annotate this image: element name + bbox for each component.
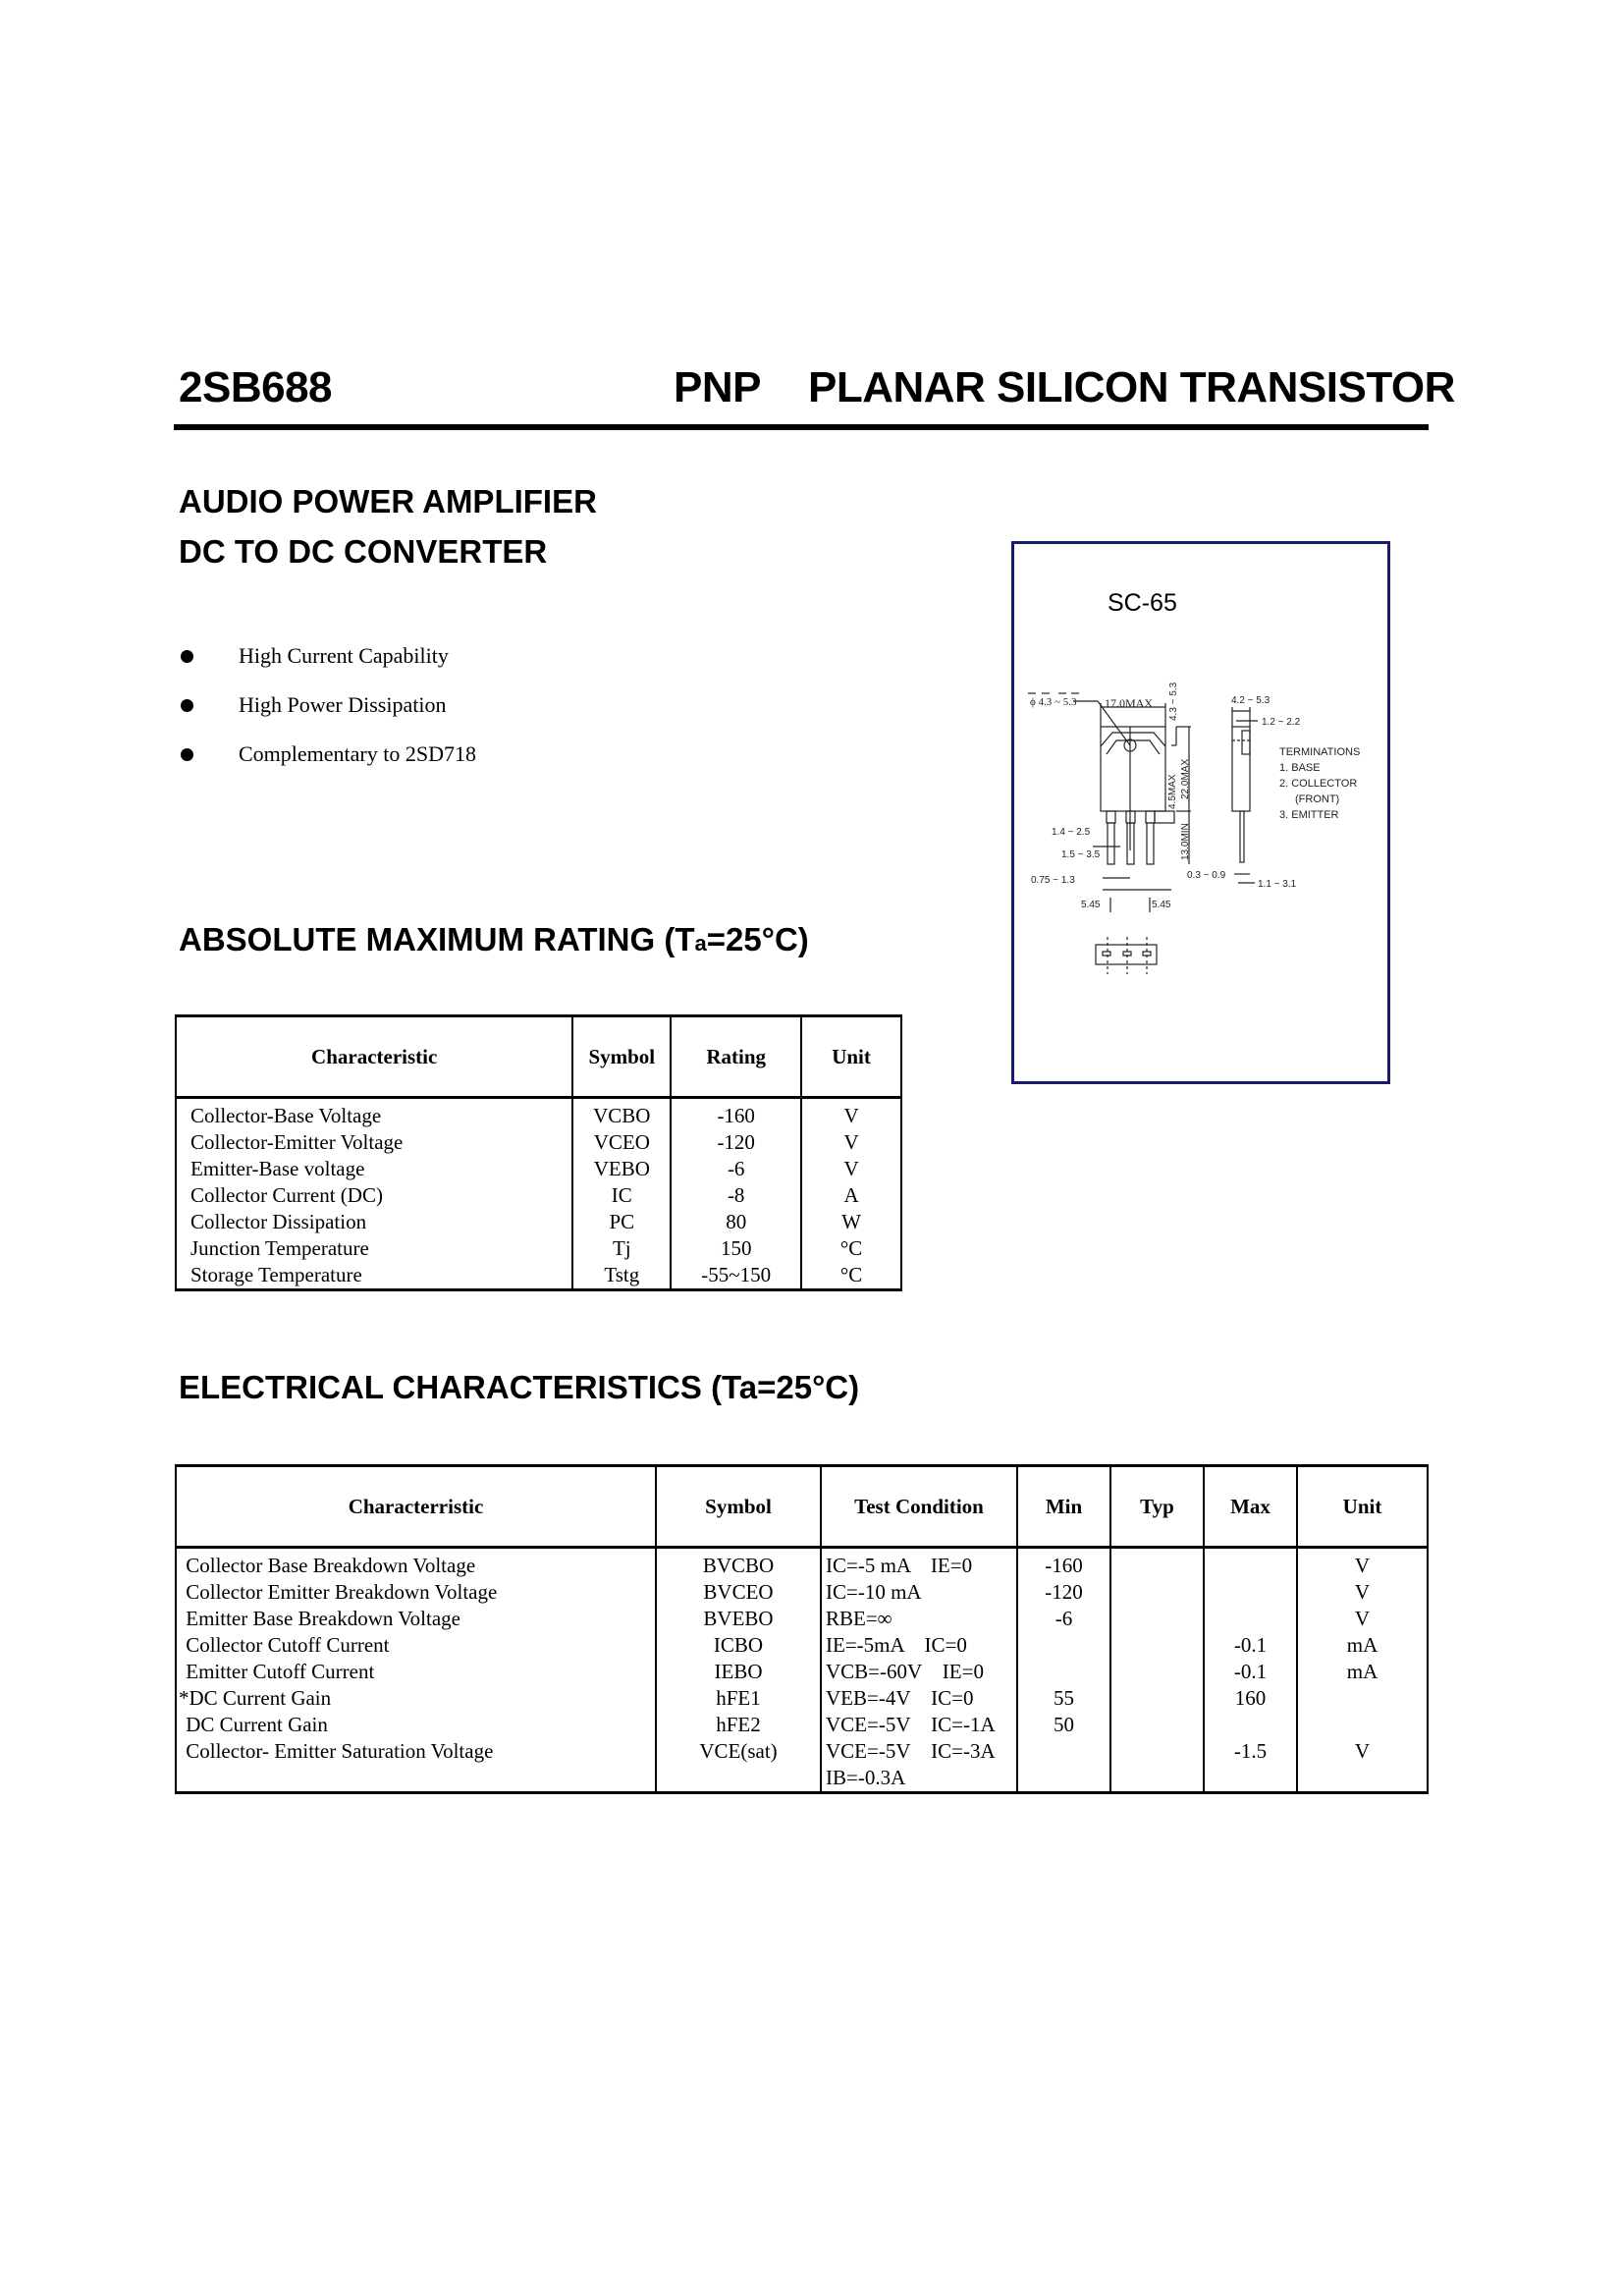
package-drawing-box — [1011, 541, 1390, 1084]
cell-symbol: BVCEO — [656, 1579, 821, 1606]
svg-text:4.2 ~ 5.3: 4.2 ~ 5.3 — [1231, 695, 1271, 706]
transistor-type: PNP — [674, 363, 761, 411]
cell-unit: A — [801, 1182, 901, 1209]
absolute-max-table — [175, 1014, 902, 1291]
cell-characteristic: Collector Dissipation — [176, 1209, 572, 1235]
cell-typ — [1110, 1685, 1204, 1712]
cell-unit: °C — [801, 1235, 901, 1262]
svg-text:4.3 ~ 5.3: 4.3 ~ 5.3 — [1168, 682, 1179, 721]
cell-unit: °C — [801, 1262, 901, 1290]
package-name: SC-65 — [1108, 589, 1177, 617]
feature-text: High Current Capability — [239, 643, 449, 668]
table-row — [176, 1156, 901, 1182]
table-row — [176, 1765, 1428, 1793]
package-outline-diagram — [1014, 544, 1387, 1081]
cell-characteristic: *DC Current Gain — [176, 1685, 656, 1712]
section-title-absolute-max: ABSOLUTE MAXIMUM RATING (Ta=25°C) — [179, 921, 809, 957]
cell-test-condition: IC=-5 mA IE=0 — [821, 1548, 1017, 1580]
cell-rating: -6 — [671, 1156, 801, 1182]
bullet-icon — [181, 699, 193, 712]
header-rule — [174, 424, 1429, 430]
feature-item — [179, 643, 449, 669]
bullet-icon — [181, 748, 193, 761]
cell-characteristic: DC Current Gain — [176, 1712, 656, 1738]
cell-characteristic: Collector-Emitter Voltage — [176, 1129, 572, 1156]
cell-symbol: VCEO — [572, 1129, 671, 1156]
cell-max: -0.1 — [1204, 1632, 1297, 1659]
feature-text: High Power Dissipation — [239, 692, 447, 717]
svg-text:TERMINATIONS: TERMINATIONS — [1279, 746, 1361, 758]
cell-typ — [1110, 1606, 1204, 1632]
cell-min: 50 — [1017, 1712, 1110, 1738]
table-row — [176, 1182, 901, 1209]
cell-symbol: IC — [572, 1182, 671, 1209]
cell-characteristic: Collector Current (DC) — [176, 1182, 572, 1209]
cell-characteristic: Collector Emitter Breakdown Voltage — [176, 1579, 656, 1606]
electrical-characteristics-table — [175, 1464, 1429, 1794]
table-row — [176, 1129, 901, 1156]
svg-text:2. COLLECTOR: 2. COLLECTOR — [1279, 778, 1358, 790]
cell-test-condition: IC=-10 mA — [821, 1579, 1017, 1606]
col-header-typ: Typ — [1110, 1466, 1204, 1548]
cell-unit: mA — [1297, 1632, 1428, 1659]
cell-min: -120 — [1017, 1579, 1110, 1606]
svg-text:5.45: 5.45 — [1081, 900, 1101, 910]
svg-text:1. BASE: 1. BASE — [1279, 762, 1321, 774]
cell-unit: V — [801, 1156, 901, 1182]
feature-item — [179, 741, 476, 767]
table-row — [176, 1262, 901, 1290]
col-header-characteristic: Characteristic — [176, 1016, 572, 1098]
cell-unit: W — [801, 1209, 901, 1235]
cell-unit: V — [1297, 1738, 1428, 1765]
table-row — [176, 1209, 901, 1235]
table-row — [176, 1738, 1428, 1765]
cell-max — [1204, 1606, 1297, 1632]
svg-text:1.4 ~ 2.5: 1.4 ~ 2.5 — [1052, 827, 1091, 838]
cell-test-condition: IE=-5mA IC=0 — [821, 1632, 1017, 1659]
cell-unit — [1297, 1712, 1428, 1738]
col-header-rating: Rating — [671, 1016, 801, 1098]
cell-symbol: VCE(sat) — [656, 1738, 821, 1765]
cell-max: -1.5 — [1204, 1738, 1297, 1765]
cell-min — [1017, 1659, 1110, 1685]
cell-symbol: BVCBO — [656, 1548, 821, 1580]
cell-max: -0.1 — [1204, 1659, 1297, 1685]
table-header-row — [176, 1466, 1428, 1548]
cell-characteristic: Emitter-Base voltage — [176, 1156, 572, 1182]
cell-test-condition: VCE=-5V IC=-1A — [821, 1712, 1017, 1738]
feature-text: Complementary to 2SD718 — [239, 741, 476, 766]
cell-rating: -8 — [671, 1182, 801, 1209]
col-header-symbol: Symbol — [572, 1016, 671, 1098]
cell-max: 160 — [1204, 1685, 1297, 1712]
cell-typ — [1110, 1632, 1204, 1659]
cell-characteristic: Collector Base Breakdown Voltage — [176, 1548, 656, 1580]
cell-typ — [1110, 1659, 1204, 1685]
cell-symbol: VEBO — [572, 1156, 671, 1182]
cell-unit: V — [801, 1098, 901, 1130]
cell-unit — [1297, 1685, 1428, 1712]
svg-text:13.0MIN: 13.0MIN — [1180, 823, 1191, 860]
cell-test-condition: VEB=-4V IC=0 — [821, 1685, 1017, 1712]
cell-max — [1204, 1765, 1297, 1793]
part-number: 2SB688 — [179, 363, 333, 411]
cell-symbol: hFE2 — [656, 1712, 821, 1738]
cell-symbol: ICBO — [656, 1632, 821, 1659]
feature-item — [179, 692, 446, 718]
cell-unit: V — [1297, 1579, 1428, 1606]
svg-text:5.45: 5.45 — [1152, 900, 1171, 910]
table-row — [176, 1632, 1428, 1659]
section-title-electrical: ELECTRICAL CHARACTERISTICS (Ta=25°C) — [179, 1369, 860, 1405]
col-header-max: Max — [1204, 1466, 1297, 1548]
cell-characteristic: Collector- Emitter Saturation Voltage — [176, 1738, 656, 1765]
cell-typ — [1110, 1712, 1204, 1738]
cell-min: -160 — [1017, 1548, 1110, 1580]
cell-rating: 150 — [671, 1235, 801, 1262]
cell-typ — [1110, 1738, 1204, 1765]
cell-unit — [1297, 1765, 1428, 1793]
cell-symbol: Tstg — [572, 1262, 671, 1290]
cell-typ — [1110, 1579, 1204, 1606]
col-header-symbol: Symbol — [656, 1466, 821, 1548]
svg-text:0.75 ~ 1.3: 0.75 ~ 1.3 — [1031, 875, 1075, 886]
cell-characteristic: Emitter Cutoff Current — [176, 1659, 656, 1685]
cell-symbol: IEBO — [656, 1659, 821, 1685]
cell-symbol: Tj — [572, 1235, 671, 1262]
svg-text:(FRONT): (FRONT) — [1295, 793, 1340, 805]
cell-min — [1017, 1632, 1110, 1659]
cell-characteristic: Collector Cutoff Current — [176, 1632, 656, 1659]
cell-characteristic: Emitter Base Breakdown Voltage — [176, 1606, 656, 1632]
cell-test-condition: VCB=-60V IE=0 — [821, 1659, 1017, 1685]
table-row — [176, 1235, 901, 1262]
cell-unit: V — [1297, 1548, 1428, 1580]
table-row — [176, 1659, 1428, 1685]
cell-unit: V — [801, 1129, 901, 1156]
cell-characteristic: Storage Temperature — [176, 1262, 572, 1290]
cell-symbol: hFE1 — [656, 1685, 821, 1712]
transistor-description: PLANAR SILICON TRANSISTOR — [807, 363, 1455, 411]
cell-rating: -55~150 — [671, 1262, 801, 1290]
cell-max — [1204, 1548, 1297, 1580]
cell-symbol: BVEBO — [656, 1606, 821, 1632]
col-header-unit: Unit — [1297, 1466, 1428, 1548]
cell-unit: mA — [1297, 1659, 1428, 1685]
cell-characteristic: Collector-Base Voltage — [176, 1098, 572, 1130]
table-header-row — [176, 1016, 901, 1098]
col-header-test-condition: Test Condition — [821, 1466, 1017, 1548]
bullet-icon — [181, 650, 193, 663]
cell-symbol: PC — [572, 1209, 671, 1235]
cell-symbol — [656, 1765, 821, 1793]
table-row — [176, 1685, 1428, 1712]
cell-typ — [1110, 1548, 1204, 1580]
cell-characteristic — [176, 1765, 656, 1793]
col-header-unit: Unit — [801, 1016, 901, 1098]
table-row — [176, 1098, 901, 1130]
table-row — [176, 1579, 1428, 1606]
cell-test-condition: RBE=∞ — [821, 1606, 1017, 1632]
application-1: AUDIO POWER AMPLIFIER — [179, 483, 597, 519]
cell-typ — [1110, 1765, 1204, 1793]
cell-unit: V — [1297, 1606, 1428, 1632]
svg-text:17.0MAX: 17.0MAX — [1105, 696, 1154, 710]
svg-text:22.0MAX: 22.0MAX — [1180, 758, 1191, 799]
application-2: DC TO DC CONVERTER — [179, 533, 548, 570]
cell-min — [1017, 1738, 1110, 1765]
cell-rating: 80 — [671, 1209, 801, 1235]
cell-test-condition: VCE=-5V IC=-3A — [821, 1738, 1017, 1765]
svg-text:4.5MAX: 4.5MAX — [1167, 774, 1178, 809]
cell-max — [1204, 1712, 1297, 1738]
cell-rating: -120 — [671, 1129, 801, 1156]
cell-symbol: VCBO — [572, 1098, 671, 1130]
col-header-min: Min — [1017, 1466, 1110, 1548]
cell-test-condition: IB=-0.3A — [821, 1765, 1017, 1793]
cell-rating: -160 — [671, 1098, 801, 1130]
cell-min: -6 — [1017, 1606, 1110, 1632]
cell-characteristic: Junction Temperature — [176, 1235, 572, 1262]
cell-min: 55 — [1017, 1685, 1110, 1712]
svg-text:1.2 ~ 2.2: 1.2 ~ 2.2 — [1262, 717, 1301, 728]
table-row — [176, 1712, 1428, 1738]
table-row — [176, 1606, 1428, 1632]
part-description — [674, 363, 1455, 412]
svg-text:1.5 ~ 3.5: 1.5 ~ 3.5 — [1061, 849, 1101, 860]
svg-text:ϕ 4.3 ~ 5.3: ϕ 4.3 ~ 5.3 — [1030, 696, 1077, 708]
cell-max — [1204, 1579, 1297, 1606]
svg-text:3. EMITTER: 3. EMITTER — [1279, 809, 1339, 821]
col-header-characteristic: Characterristic — [176, 1466, 656, 1548]
svg-text:1.1 ~ 3.1: 1.1 ~ 3.1 — [1258, 879, 1297, 890]
svg-text:0.3 ~ 0.9: 0.3 ~ 0.9 — [1187, 870, 1226, 881]
cell-min — [1017, 1765, 1110, 1793]
table-row — [176, 1548, 1428, 1580]
